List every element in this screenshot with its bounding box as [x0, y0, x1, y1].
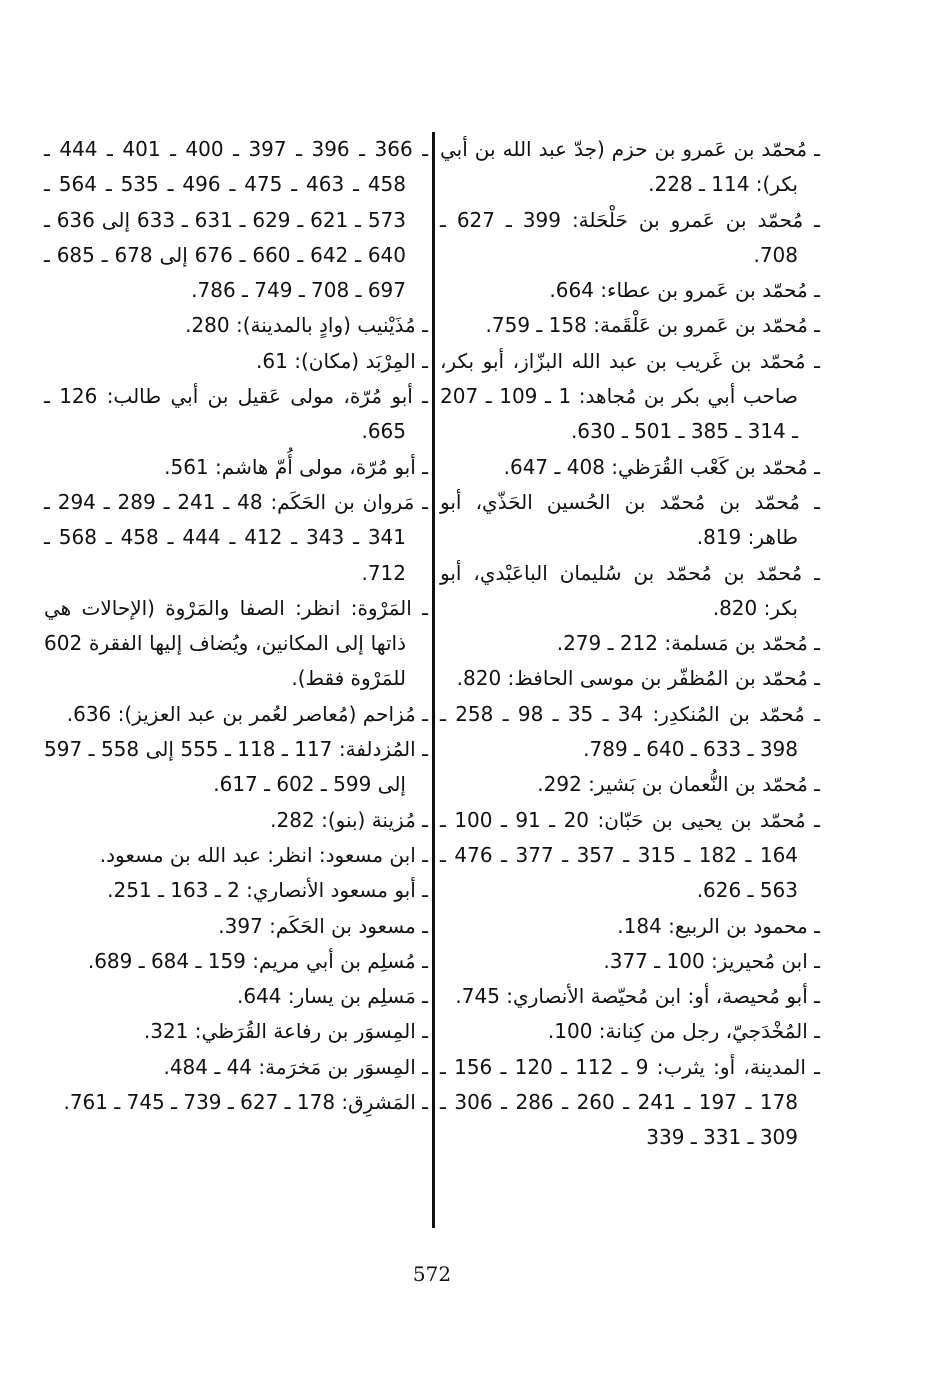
index-entry: ـ مُحمّد بن عَمرو بن حَلْحَلة: 399 ـ 627 ـ 708. — [440, 207, 821, 267]
index-entry: ـ مُحمّد بن مَسلمة: 212 ـ 279. — [556, 631, 820, 656]
index-column-right — [440, 132, 820, 1156]
index-entry: ـ مُسلِم بن أبي مريم: 159 ـ 684 ـ 689. — [87, 948, 428, 973]
index-entry: ـ محمود بن الربيع: 184. — [617, 913, 820, 938]
index-entry: ـ المُزدلفة: 117 ـ 118 ـ 555 إلى 558 ـ 597 إلى 599 ـ 602 ـ 617. — [44, 737, 428, 797]
index-entry: ـ ابن مُحيريز: 100 ـ 377. — [603, 948, 820, 973]
index-entry: ـ مُحمّد بن المُنكدِر: 34 ـ 35 ـ 98 ـ 258 ـ 398 ـ 633 ـ 640 ـ 789. — [440, 701, 821, 762]
index-entry: ـ مَسلِم بن يسار: 644. — [236, 984, 428, 1009]
column-divider — [432, 132, 435, 1228]
index-entry: ـ مُذَيْنيب (وادٍ بالمدينة): 280. — [185, 313, 428, 338]
index-entry: ـ المِرْبَد (مكان): 61. — [256, 348, 428, 373]
index-entry: ـ مُحمّد بن عَمرو بن عطاء: 664. — [549, 278, 820, 303]
index-entry: ـ مُحمّد بن مُحمّد بن الحُسين الحَذّي، أبو طاهر: 819. — [440, 489, 820, 550]
index-entry: ـ المُخْدَجيّ، رجل من كِنانة: 100. — [547, 1019, 820, 1044]
index-entry: ـ مُزينة (بنو): 282. — [270, 807, 428, 832]
index-entry: ـ مُحمّد بن مُحمّد بن سُليمان الباعَبْدي، أبو بكر: 820. — [440, 560, 820, 620]
index-entry: ـ 366 ـ 396 ـ 397 ـ 400 ـ 401 ـ 444 ـ 458 ـ 463 ـ 475 ـ 496 ـ 535 ـ 564 ـ 573 ـ 621 ـ 629 ـ 631 ـ 633 إلى 636 ـ 640 ـ 642 ـ 660 ـ 676 إلى 678 ـ 685 ـ 697 ـ 708 ـ 749 ـ 786. — [44, 137, 429, 303]
index-entry: ـ المِسوَر بن مَخرَمة: 44 ـ 484. — [163, 1054, 428, 1079]
index-entry: ـ المَشرِق: 178 ـ 627 ـ 739 ـ 745 ـ 761. — [63, 1090, 428, 1115]
index-entry: ـ أبو مسعود الأنصاري: 2 ـ 163 ـ 251. — [107, 878, 428, 903]
index-entry: ـ أبو مُحيصة، أو: ابن مُحيّصة الأنصاري: 745. — [455, 984, 820, 1009]
index-entry: ـ مُحمّد بن المُظفّر بن موسى الحافظ: 820. — [456, 666, 820, 691]
index-entry: ـ مُحمّد بن غَريب بن عبد الله البزّاز، أبو بكر، صاحب أبي بكر بن مُجاهد: 1 ـ 109 ـ 207 ـ 314 ـ 385 ـ 501 ـ 630. — [440, 348, 820, 444]
index-entry: ـ مسعود بن الحَكَم: 397. — [218, 913, 428, 938]
index-entry: ـ مُحمّد بن عَمرو بن حزم (جدّ عبد الله بن أبي بكر): 114 ـ 228. — [440, 137, 820, 197]
index-entry: ـ مُزاحم (مُعاصر لعُمر بن عبد العزيز): 636. — [66, 701, 428, 726]
index-entry: ـ المَرْوة: انظر: الصفا والمَرْوة (الإحالات هي ذاتها إلى المكانين، ويُضاف إليها الفقرة 602 للمَرْوة فقط). — [44, 595, 428, 691]
index-entry: ـ المِسوَر بن رفاعة القُرَظي: 321. — [143, 1019, 428, 1044]
index-entry: ـ مُحمّد بن كَعْب القُرَظي: 408 ـ 647. — [503, 454, 820, 479]
index-entry: ـ مُحمّد بن يحيى بن حَبّان: 20 ـ 91 ـ 100 ـ 164 ـ 182 ـ 315 ـ 357 ـ 377 ـ 476 ـ 563 ـ 626. — [440, 807, 821, 903]
index-entry: ـ أبو مُرّة، مولى عَقيل بن أبي طالب: 126 ـ 665. — [44, 384, 429, 444]
index-column-left — [44, 132, 428, 1120]
page-number: 572 — [412, 1262, 452, 1286]
index-entry: ـ مُحمّد بن عَمرو بن عَلْقَمة: 158 ـ 759. — [485, 313, 820, 338]
index-entry: ـ ابن مسعود: انظر: عبد الله بن مسعود. — [99, 842, 428, 867]
index-entry: ـ أبو مُرّة، مولى أُمّ هاشم: 561. — [164, 454, 428, 479]
index-entry: ـ مَروان بن الحَكَم: 48 ـ 241 ـ 289 ـ 294 ـ 341 ـ 343 ـ 412 ـ 444 ـ 458 ـ 568 ـ 712. — [44, 489, 429, 585]
index-entry: ـ مُحمّد بن النُّعمان بن بَشير: 292. — [537, 772, 820, 797]
index-entry: ـ المدينة، أو: يثرب: 9 ـ 112 ـ 120 ـ 156 ـ 178 ـ 197 ـ 241 ـ 260 ـ 286 ـ 306 ـ 309 ـ 331 ـ 339 — [440, 1054, 820, 1150]
